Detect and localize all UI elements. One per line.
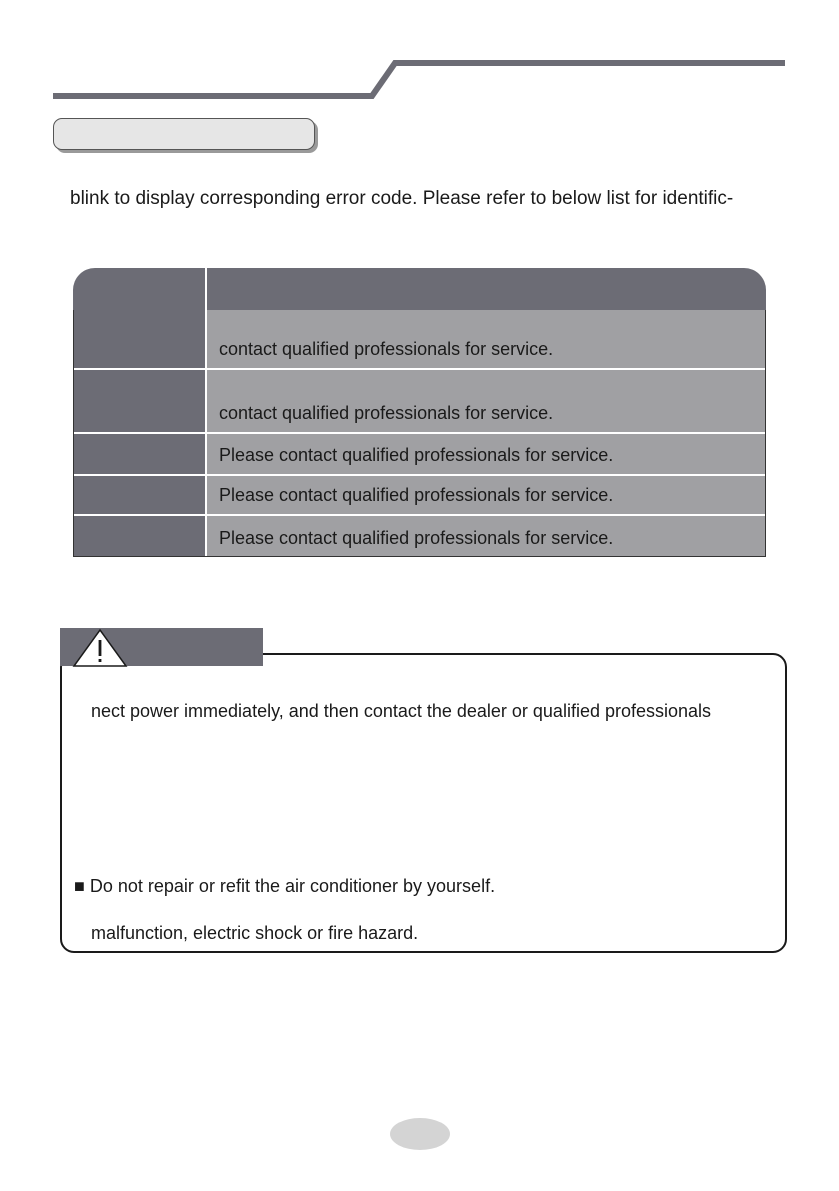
description-text: contact qualified professionals for service. [219, 403, 554, 423]
error-code-table [73, 268, 766, 558]
description-text: Please contact qualified professionals for service. [219, 445, 614, 465]
warning-line: nect power immediately, and then contact the dealer or qualified professionals [91, 701, 712, 721]
intro-text: blink to display corresponding error code. Please refer to below list for identific- [70, 188, 734, 209]
warning-tab [60, 628, 263, 666]
warning-triangle-icon [70, 628, 130, 668]
description-text: contact qualified professionals for service. [219, 339, 554, 359]
warning-box [60, 653, 787, 953]
table-border [73, 310, 766, 557]
description-text: Please contact qualified professionals for service. [219, 485, 614, 505]
section-title-pill [53, 118, 315, 150]
table-header [73, 268, 766, 310]
warning-line: ■ Do not repair or refit the air conditioner by yourself. [74, 876, 496, 896]
warning-line: malfunction, electric shock or fire hazard. [91, 923, 419, 943]
description-text: Please contact qualified professionals for service. [219, 528, 614, 548]
header-rule [0, 0, 839, 110]
page-number-badge [390, 1118, 450, 1150]
